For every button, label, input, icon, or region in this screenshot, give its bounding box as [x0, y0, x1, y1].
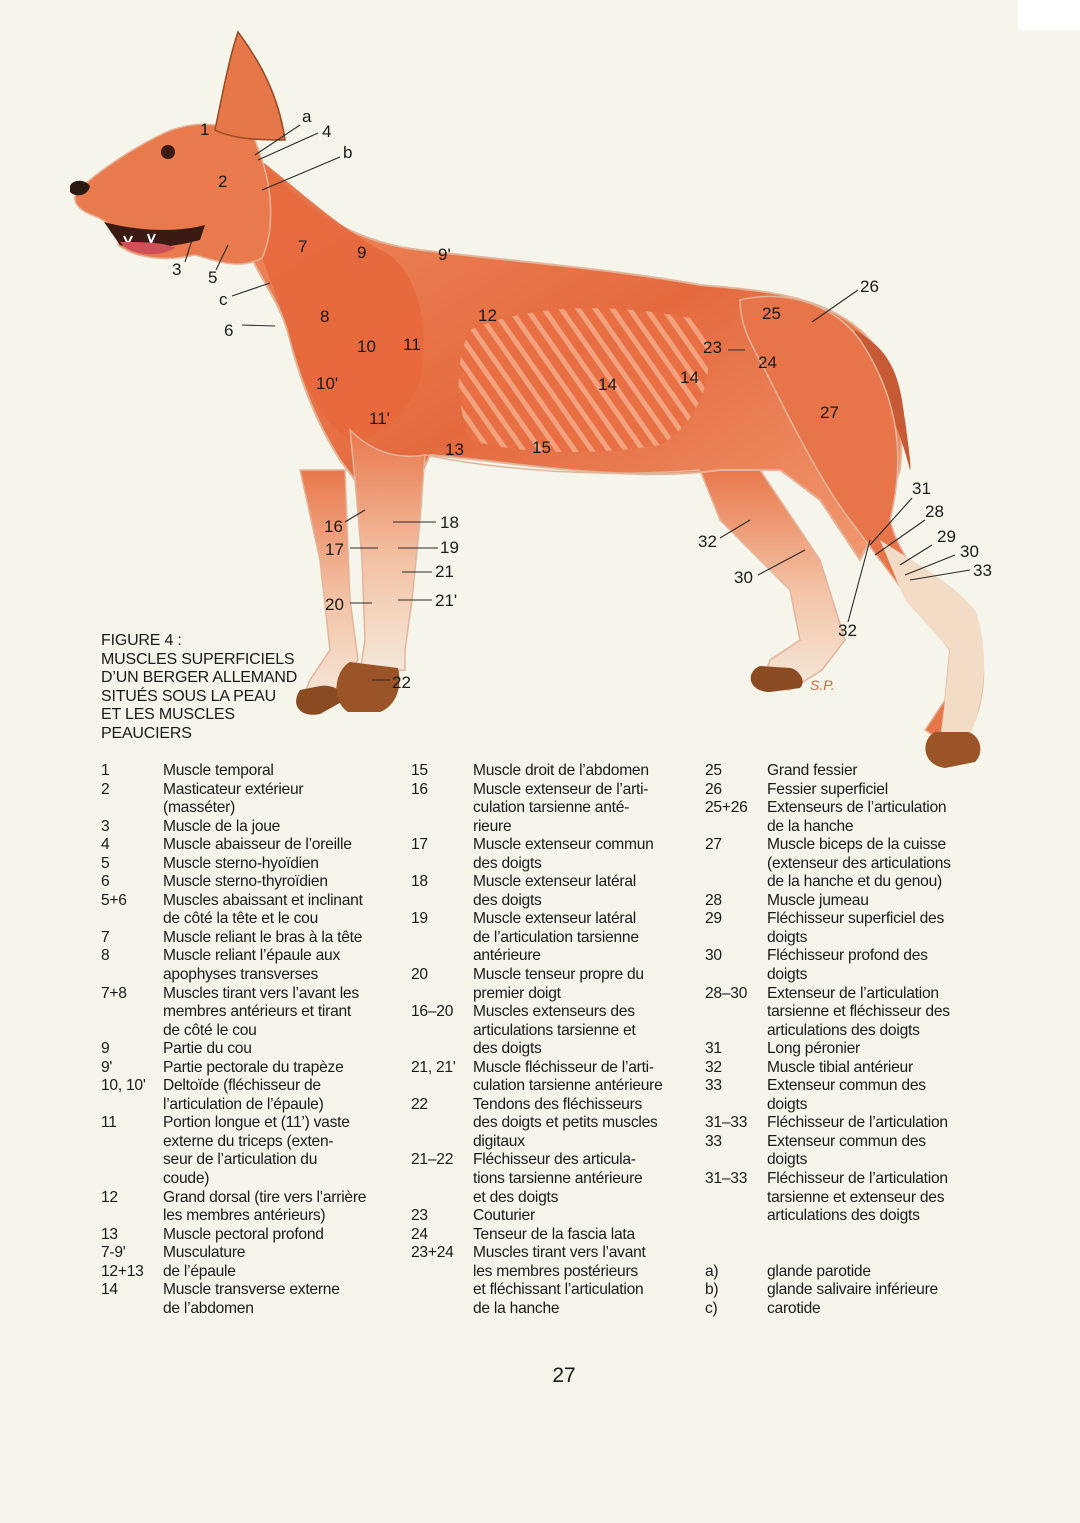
legend-entry-number: 16–20	[411, 1003, 454, 1021]
legend-entry-number: 33	[705, 1077, 722, 1095]
label-c: c	[219, 290, 228, 309]
legend-entry	[411, 1003, 703, 1059]
legend-entry-number: 17	[411, 836, 428, 854]
legend-entry-description	[473, 966, 703, 1003]
legend-entry-number: 1	[101, 762, 110, 779]
label-21-prime: 21'	[435, 591, 458, 610]
legend-entry-line: et des doigts	[473, 1188, 559, 1206]
label-2: 2	[218, 172, 228, 191]
legend-entry-line: articulations tarsienne et	[473, 1021, 636, 1039]
label-9-prime: 9'	[438, 245, 451, 264]
legend-entry-number: 30	[705, 947, 722, 965]
legend-entry-line: Muscle reliant l’épaule aux	[163, 947, 341, 965]
legend-entry-description	[767, 781, 995, 800]
label-18: 18	[440, 513, 459, 532]
legend-entry	[411, 1244, 703, 1318]
legend-entry-description	[767, 892, 995, 911]
legend-entry-description	[473, 836, 703, 873]
legend-entry-description	[767, 836, 995, 892]
legend-entry	[101, 1226, 406, 1245]
label-7: 7	[298, 237, 308, 256]
legend-entry-line: Long péronier	[767, 1040, 860, 1058]
legend-entry-description	[473, 781, 703, 837]
label-30-b: 30	[734, 568, 753, 587]
legend-entry-line: Muscle transverse externe	[163, 1281, 340, 1299]
legend-entry	[705, 1077, 995, 1114]
legend-entry-line: Muscles abaissant et inclinant	[163, 891, 363, 909]
legend-entry	[705, 1300, 995, 1319]
label-8: 8	[320, 307, 330, 326]
legend-entry	[411, 910, 703, 966]
legend-entry-line: Muscle tenseur propre du	[473, 966, 644, 984]
legend-entry-line: Muscle tibial antérieur	[767, 1058, 913, 1076]
legend-entry-line: Fléchisseur des articula-	[473, 1151, 636, 1169]
legend-entry-line: Tenseur de la fascia lata	[473, 1225, 635, 1243]
legend-entry	[705, 1263, 995, 1282]
legend-entry	[705, 762, 995, 781]
legend-entry-line: Muscle jumeau	[767, 891, 869, 909]
legend-entry	[101, 855, 406, 874]
legend-entry-line: coude)	[163, 1170, 210, 1188]
legend-entry-line: glande parotide	[767, 1262, 871, 1280]
legend-entry-number: 4	[101, 836, 110, 854]
legend-entry-line: Muscle extenseur latéral	[473, 873, 637, 891]
legend-entry	[411, 1151, 703, 1207]
legend-entry-description	[473, 1151, 703, 1207]
legend-entry-line: des doigts	[473, 891, 542, 909]
legend-entry-description	[767, 910, 995, 947]
legend-entry-description	[473, 1059, 703, 1096]
legend-entry-description	[163, 1040, 406, 1059]
legend-entry-description	[163, 1077, 406, 1114]
legend-entry	[411, 1226, 703, 1245]
legend-entry-description	[163, 781, 406, 818]
legend-entry-line: Muscles extenseurs des	[473, 1003, 635, 1021]
legend-entry	[101, 1189, 406, 1226]
legend-entry-line: Partie pectorale du trapèze	[163, 1058, 344, 1076]
legend-entry-line: Couturier	[473, 1207, 535, 1225]
legend-entry	[705, 1170, 995, 1226]
legend-entry-number: 13	[101, 1225, 118, 1243]
legend-entry-number: 19	[411, 910, 428, 928]
legend-entry	[101, 818, 406, 837]
legend-entry-line: Muscle sterno-thyroïdien	[163, 873, 328, 891]
front-paw-near	[336, 662, 399, 712]
legend-entry-description	[163, 1281, 406, 1318]
legend-entry-description	[163, 1226, 406, 1245]
label-29: 29	[937, 527, 956, 546]
caption-line: SITUÉS SOUS LA PEAU	[101, 687, 276, 705]
legend-entry-number: 8	[101, 947, 110, 965]
legend-entry-number: 23+24	[411, 1244, 454, 1262]
legend-entry-line: articulations des doigts	[767, 1021, 920, 1039]
legend-entry-line: culation tarsienne antérieure	[473, 1077, 663, 1095]
legend-entry-line: des doigts et petits muscles	[473, 1114, 658, 1132]
legend-entry-number: 21, 21'	[411, 1058, 456, 1076]
legend-entry-line: Musculature	[163, 1244, 246, 1262]
legend-entry-number: 14	[101, 1281, 118, 1299]
legend-entry-line: externe du triceps (exten-	[163, 1132, 334, 1150]
legend-entry-line: des doigts	[473, 1040, 542, 1058]
hind-paw-far	[751, 666, 803, 692]
legend-entry-description	[473, 873, 703, 910]
legend-entry-line: articulations des doigts	[767, 1207, 920, 1225]
legend-entry-number: 20	[411, 966, 428, 984]
legend-entry-line: de la hanche et du genou)	[767, 873, 942, 891]
legend-entry-line: Fléchisseur de l’articulation	[767, 1114, 948, 1132]
legend-entry-line: l’articulation de l’épaule)	[163, 1095, 324, 1113]
legend-entry-line: de la hanche	[473, 1299, 560, 1317]
legend-entry	[411, 1207, 703, 1226]
legend-entry-line: culation tarsienne anté-	[473, 799, 630, 817]
legend-entry-description	[163, 762, 406, 781]
legend-entry-number: 9'	[101, 1058, 113, 1076]
legend-spacer	[705, 1226, 995, 1263]
legend-entry-description	[767, 947, 995, 984]
legend-entry	[101, 873, 406, 892]
legend-entry	[705, 1040, 995, 1059]
legend-entry-line: les membres antérieurs)	[163, 1207, 326, 1225]
label-32-a: 32	[698, 532, 717, 551]
legend-entry	[411, 966, 703, 1003]
legend-entry-line: de l’articulation tarsienne	[473, 928, 639, 946]
legend-entry-number: 31–33	[705, 1170, 748, 1188]
legend-entry-line: Deltoïde (fléchisseur de	[163, 1077, 321, 1095]
label-15: 15	[532, 438, 551, 457]
label-22: 22	[392, 673, 411, 692]
legend-entry-description	[163, 836, 406, 855]
legend-entry-line: de côté la tête et le cou	[163, 910, 318, 928]
legend-entry-description	[473, 762, 703, 781]
legend-entry-description	[163, 855, 406, 874]
legend-entry-number: 18	[411, 873, 428, 891]
legend-entry-description	[767, 1077, 995, 1114]
legend-entry-line: Extenseurs de l’articulation	[767, 799, 947, 817]
figure-caption	[101, 632, 297, 744]
legend-entry-description	[163, 818, 406, 837]
legend-entry	[411, 873, 703, 910]
legend-entry	[705, 799, 995, 836]
legend-entry-line: Muscle extenseur latéral	[473, 910, 637, 928]
label-30-a: 30	[960, 542, 979, 561]
legend-entry-line: premier doigt	[473, 984, 561, 1002]
legend-entry	[411, 1059, 703, 1096]
legend-entry-line: seur de l’articulation du	[163, 1151, 318, 1169]
legend-entry	[705, 910, 995, 947]
legend-entry-line: Extenseur commun des	[767, 1077, 926, 1095]
legend-entry-description	[767, 1263, 995, 1282]
label-12: 12	[478, 306, 497, 325]
legend-entry-description	[473, 1244, 703, 1318]
legend-entry-line: les membres postérieurs	[473, 1262, 638, 1280]
label-33: 33	[973, 561, 992, 580]
label-5: 5	[208, 268, 218, 287]
label-19: 19	[440, 538, 459, 557]
legend-entry-line: rieure	[473, 817, 512, 835]
legend-entry	[411, 762, 703, 781]
legend-entry-number: 7+8	[101, 984, 127, 1002]
legend-entry	[101, 836, 406, 855]
legend-entry-description	[163, 873, 406, 892]
legend-entry	[411, 781, 703, 837]
legend-entry-number: 28–30	[705, 984, 748, 1002]
legend-entry-description	[473, 1003, 703, 1059]
legend-entry-line: Fléchisseur de l’articulation	[767, 1170, 948, 1188]
legend-entry-number: 31–33	[705, 1114, 748, 1132]
legend-entry-number: 33	[705, 1132, 722, 1150]
legend-entry-number: 21–22	[411, 1151, 454, 1169]
legend-entry-number: 22	[411, 1095, 428, 1113]
label-16: 16	[324, 517, 343, 536]
legend-entry	[101, 1077, 406, 1114]
legend-entry-line: et fléchissant l’articulation	[473, 1281, 644, 1299]
legend-entry-number: 9	[101, 1040, 110, 1058]
legend-entry	[101, 947, 406, 984]
label-11-prime: 11'	[369, 409, 390, 428]
legend-entry-number: 5+6	[101, 891, 127, 909]
label-27: 27	[820, 403, 839, 422]
legend-entry-line: Muscles tirant vers l’avant	[473, 1244, 646, 1262]
legend-entry	[411, 1096, 703, 1152]
legend-column-2	[411, 762, 703, 1318]
legend-entry-description	[767, 1133, 995, 1170]
label-14-a: 14	[598, 375, 617, 394]
legend-entry-number: 2	[101, 780, 110, 798]
legend-entry-line: Portion longue et (11’) vaste	[163, 1114, 350, 1132]
legend-entry-line: Muscle abaisseur de l’oreille	[163, 836, 352, 854]
legend-entry-line: doigts	[767, 928, 808, 946]
legend-entry-description	[473, 1207, 703, 1226]
label-24: 24	[758, 353, 777, 372]
label-b: b	[343, 143, 353, 162]
legend-entry	[705, 781, 995, 800]
legend-entry	[101, 1040, 406, 1059]
legend-entry	[411, 836, 703, 873]
label-11: 11	[403, 335, 421, 354]
legend-entry	[101, 1263, 406, 1282]
label-21: 21	[435, 562, 454, 581]
legend-entry-line: glande salivaire inférieure	[767, 1281, 938, 1299]
legend-entry-description	[163, 929, 406, 948]
legend-entry	[101, 985, 406, 1041]
legend-entry-number: 24	[411, 1225, 428, 1243]
caption-line: FIGURE 4 :	[101, 632, 182, 649]
legend-entry-number: 29	[705, 910, 722, 928]
legend-entry-line: Grand dorsal (tire vers l’arrière	[163, 1188, 367, 1206]
legend-entry-line: Grand fessier	[767, 762, 858, 779]
legend-entry-line: digitaux	[473, 1132, 525, 1150]
legend-entry-number: 23	[411, 1207, 428, 1225]
legend-entry-line: des doigts	[473, 854, 542, 872]
legend-entry	[101, 1059, 406, 1078]
legend-entry-line: apophyses transverses	[163, 966, 319, 984]
legend-entry-number: 25	[705, 762, 722, 779]
legend-entry	[705, 1059, 995, 1078]
legend-entry	[705, 892, 995, 911]
legend-entry-line: Muscle pectoral profond	[163, 1225, 324, 1243]
legend-entry	[101, 762, 406, 781]
legend-entry	[705, 836, 995, 892]
legend-entry-line: de l’abdomen	[163, 1299, 254, 1317]
legend-entry-line: tions tarsienne antérieure	[473, 1170, 643, 1188]
legend-entry-line: doigts	[767, 966, 808, 984]
legend-entry-number: 12	[101, 1188, 118, 1206]
label-a: a	[302, 107, 312, 126]
legend-column-3	[705, 762, 995, 1318]
legend-entry	[705, 1114, 995, 1133]
legend-entry	[101, 1114, 406, 1188]
legend-entry-line: Muscle extenseur commun	[473, 836, 654, 854]
legend-entry-line: Extenseur de l’articulation	[767, 984, 939, 1002]
caption-line: D’UN BERGER ALLEMAND	[101, 669, 298, 687]
legend-entry-line: antérieure	[473, 947, 541, 965]
legend-entry	[101, 1281, 406, 1318]
legend-entry-line: Muscle extenseur de l’arti-	[473, 780, 649, 798]
caption-line: ET LES MUSCLES	[101, 706, 235, 724]
label-3: 3	[172, 260, 182, 279]
legend-entry-number: 25+26	[705, 799, 748, 817]
legend-entry-line: carotide	[767, 1299, 821, 1317]
legend-entry	[101, 892, 406, 929]
legend-entry-number: 16	[411, 780, 428, 798]
legend-entry-line: Muscle fléchisseur de l’arti-	[473, 1058, 654, 1076]
legend-entry-number: 28	[705, 891, 722, 909]
legend-entry-number: 32	[705, 1058, 722, 1076]
label-9: 9	[357, 243, 367, 262]
label-31: 31	[912, 479, 931, 498]
label-26: 26	[860, 277, 879, 296]
legend-entry-line: Extenseur commun des	[767, 1132, 926, 1150]
legend-column-1	[101, 762, 406, 1318]
legend-entry-description	[767, 762, 995, 781]
legend-entry-description	[473, 1096, 703, 1152]
legend-entry-line: tarsienne et fléchisseur des	[767, 1003, 950, 1021]
legend-entry-description	[163, 1263, 406, 1282]
legend-entry-line: Partie du cou	[163, 1040, 252, 1058]
legend-entry-number: 10, 10'	[101, 1077, 146, 1095]
legend-entry-description	[767, 1170, 995, 1226]
label-6: 6	[224, 321, 234, 340]
label-4: 4	[322, 122, 332, 141]
legend-entry-description	[767, 1114, 995, 1133]
legend-entry-description	[473, 1226, 703, 1245]
label-28: 28	[925, 502, 944, 521]
label-25: 25	[762, 304, 781, 323]
label-23: 23	[703, 338, 722, 357]
label-17: 17	[325, 540, 344, 559]
legend-entry-number: 7	[101, 928, 110, 946]
legend-entry	[101, 1244, 406, 1263]
dog-eye	[161, 145, 175, 159]
label-20: 20	[325, 595, 344, 614]
legend-entry-line: Masticateur extérieur	[163, 780, 304, 798]
legend-entry-line: Muscle droit de l’abdomen	[473, 762, 649, 779]
legend-entry	[101, 781, 406, 818]
label-13: 13	[445, 440, 464, 459]
legend-entry-description	[163, 892, 406, 929]
legend-entry-line: Muscle sterno-hyoïdien	[163, 854, 319, 872]
legend-entry-line: Muscle de la joue	[163, 817, 281, 835]
dog-ear	[215, 32, 285, 140]
legend-entry-description	[473, 910, 703, 966]
legend-entry-number: a)	[705, 1262, 719, 1280]
legend-entry-line: doigts	[767, 1095, 808, 1113]
legend-entry-line: Muscles tirant vers l’avant les	[163, 984, 359, 1002]
legend-entry	[705, 1281, 995, 1300]
legend-entry-line: Fessier superficiel	[767, 780, 888, 798]
legend-entry-number: 5	[101, 854, 110, 872]
legend-entry-number: 15	[411, 762, 428, 779]
legend-entry-number: b)	[705, 1281, 719, 1299]
legend-entry	[705, 1133, 995, 1170]
legend-entry-description	[163, 1244, 406, 1263]
legend-entry-number: 31	[705, 1040, 722, 1058]
legend-entry-line: de côté le cou	[163, 1021, 257, 1039]
legend-entry-number: 26	[705, 780, 722, 798]
legend-entry-line: Muscle reliant le bras à la tête	[163, 928, 363, 946]
legend-entry	[101, 929, 406, 948]
legend-entry-number: 3	[101, 817, 110, 835]
legend-entry-description	[767, 1300, 995, 1319]
legend-entry-line: membres antérieurs et tirant	[163, 1003, 351, 1021]
legend-entry-line: Muscle temporal	[163, 762, 274, 779]
caption-line: PEAUCIERS	[101, 724, 192, 742]
legend-entry-number: 27	[705, 836, 722, 854]
label-10-prime: 10'	[316, 374, 339, 393]
legend-entry-line: (masséter)	[163, 799, 236, 817]
legend-entry-line: Fléchisseur profond des	[767, 947, 928, 965]
legend-entry-number: 11	[101, 1114, 117, 1132]
legend-entry-description	[163, 947, 406, 984]
legend-entry-line: Tendons des fléchisseurs	[473, 1095, 643, 1113]
legend-entry-line: doigts	[767, 1151, 808, 1169]
caption-line: MUSCLES SUPERFICIELS	[101, 650, 295, 668]
legend-entry-line: (extenseur des articulations	[767, 854, 951, 872]
legend-entry-description	[163, 1059, 406, 1078]
legend-entry	[705, 985, 995, 1041]
label-10: 10	[357, 337, 376, 356]
legend-entry-line: de l’épaule	[163, 1262, 236, 1280]
legend-entry-description	[767, 1040, 995, 1059]
page-number: 27	[552, 1364, 576, 1387]
legend-entry-number: 12+13	[101, 1262, 144, 1280]
legend-entry-description	[163, 985, 406, 1041]
legend-entry	[705, 947, 995, 984]
illustrator-signature: S.P.	[810, 677, 835, 693]
label-14-b: 14	[680, 368, 699, 387]
legend-entry-description	[163, 1114, 406, 1188]
legend-entry-description	[163, 1189, 406, 1226]
label-1: 1	[200, 120, 210, 139]
legend-entry-description	[767, 1281, 995, 1300]
front-leg-near	[350, 430, 425, 672]
legend-entry-line: de la hanche	[767, 817, 854, 835]
legend-entry-number: 7-9'	[101, 1244, 126, 1262]
legend-entry-line: Muscle biceps de la cuisse	[767, 836, 946, 854]
label-32-b: 32	[838, 621, 857, 640]
legend-entry-line: tarsienne et extenseur des	[767, 1188, 945, 1206]
legend-entry-description	[767, 799, 995, 836]
legend-entry-description	[767, 985, 995, 1041]
legend-entry-number: c)	[705, 1299, 718, 1317]
legend-entry-line: Fléchisseur superficiel des	[767, 910, 944, 928]
abdominal-stripes	[459, 308, 709, 452]
legend-entry-number: 6	[101, 873, 110, 891]
legend-entry-description	[767, 1059, 995, 1078]
